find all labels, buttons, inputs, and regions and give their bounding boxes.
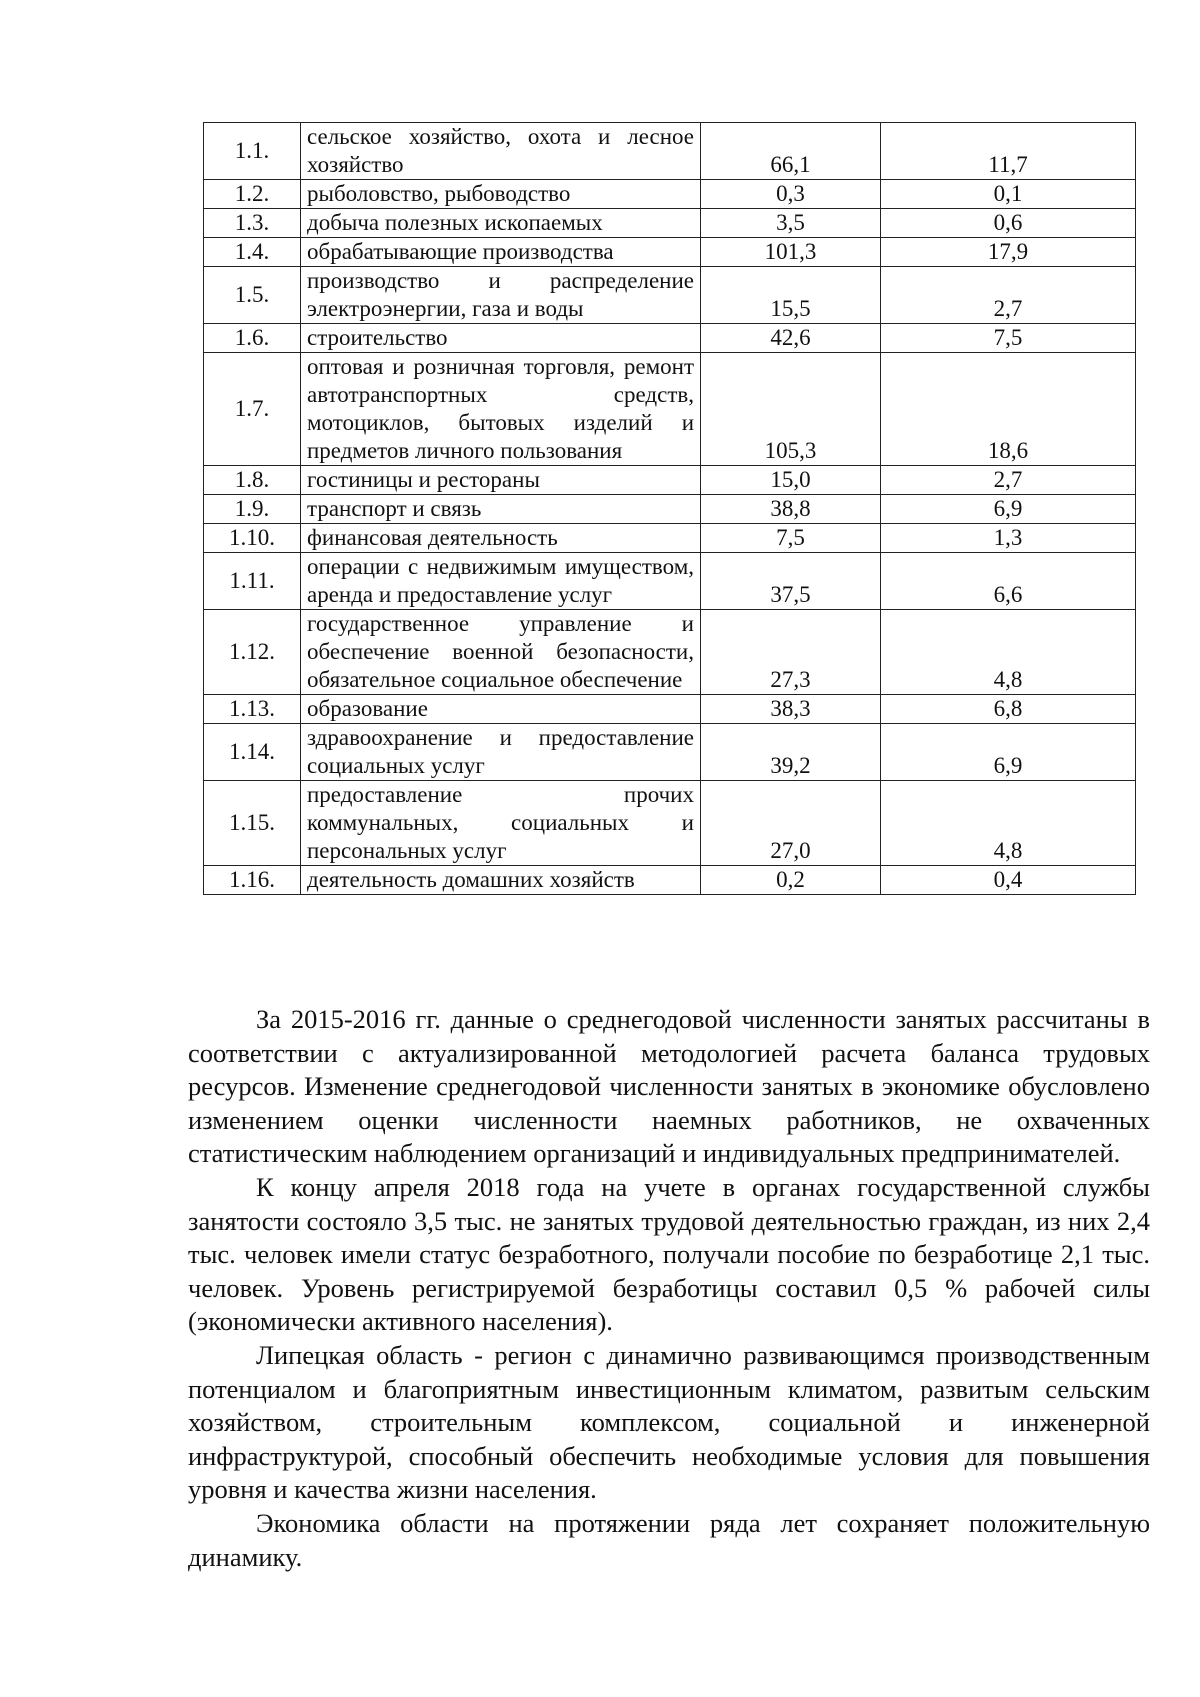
row-name: производство и распределение электроэнергии, газа и воды [301,267,701,324]
paragraph: Липецкая область - регион с динамично развивающимся производственным потенциалом и благоприятным инвестиционным климатом, развитым сельским хозяйством, строительным комплексом, социальной и инженерной инфраструктурой, способный обеспечить необходимые условия для повышения уровня и качества жизни населения. [188,1339,1150,1505]
row-value-1: 27,0 [701,781,881,866]
row-number: 1.10. [204,524,301,553]
table-row [204,553,1136,610]
row-name: деятельность домашних хозяйств [301,866,701,895]
row-name: гостиницы и рестораны [301,466,701,495]
row-number: 1.16. [204,866,301,895]
row-number: 1.3. [204,209,301,238]
table-row [204,209,1136,238]
row-value-2: 17,9 [881,238,1136,267]
row-number: 1.4. [204,238,301,267]
row-number: 1.14. [204,724,301,781]
table-row [204,695,1136,724]
row-name: оптовая и розничная торговля, ремонт автотранспортных средств, мотоциклов, бытовых изделий и предметов личного пользования [301,353,701,466]
row-value-2: 4,8 [881,781,1136,866]
row-name: государственное управление и обеспечение военной безопасности, обязательное социальное обеспечение [301,610,701,695]
paragraph: К концу апреля 2018 года на учете в органах государственной службы занятости состояло 3,5 тыс. не занятых трудовой деятельностью граждан, из них 2,4 тыс. человек имели статус безработного, получали пособие по безработице 2,1 тыс. человек. Уровень регистрируемой безработицы составил 0,5 % рабочей силы (экономически активного населения). [188,1171,1150,1337]
row-number: 1.13. [204,695,301,724]
table-row [204,123,1136,180]
table-row [204,724,1136,781]
table-row [204,495,1136,524]
row-name: образование [301,695,701,724]
paragraph: Экономика области на протяжении ряда лет сохраняет положительную динамику. [188,1507,1150,1572]
employment-table [203,122,1136,895]
row-name: обрабатывающие производства [301,238,701,267]
row-name: добыча полезных ископаемых [301,209,701,238]
table-row [204,781,1136,866]
row-value-1: 37,5 [701,553,881,610]
body-text [188,1003,1150,1574]
row-value-2: 7,5 [881,324,1136,353]
row-value-1: 0,3 [701,180,881,209]
row-value-2: 0,4 [881,866,1136,895]
row-value-1: 27,3 [701,610,881,695]
row-value-2: 6,9 [881,495,1136,524]
row-value-1: 105,3 [701,353,881,466]
row-value-1: 42,6 [701,324,881,353]
row-number: 1.1. [204,123,301,180]
row-value-2: 18,6 [881,353,1136,466]
row-number: 1.8. [204,466,301,495]
table-row [204,324,1136,353]
table-row [204,267,1136,324]
paragraph: За 2015-2016 гг. данные о среднегодовой численности занятых рассчитаны в соответствии с актуализированной методологией расчета баланса трудовых ресурсов. Изменение среднегодовой численности занятых в экономике обусловлено изменением оценки численности наемных работников, не охваченных статистическим наблюдением организаций и индивидуальных предпринимателей. [188,1004,1150,1169]
row-value-1: 38,8 [701,495,881,524]
table-row [204,610,1136,695]
table-row [204,180,1136,209]
row-value-1: 0,2 [701,866,881,895]
row-value-1: 39,2 [701,724,881,781]
table-row [204,466,1136,495]
row-value-2: 2,7 [881,466,1136,495]
row-value-2: 1,3 [881,524,1136,553]
row-value-1: 38,3 [701,695,881,724]
row-number: 1.9. [204,495,301,524]
row-value-2: 2,7 [881,267,1136,324]
row-number: 1.7. [204,353,301,466]
row-value-2: 6,8 [881,695,1136,724]
row-name: финансовая деятельность [301,524,701,553]
row-number: 1.11. [204,553,301,610]
row-value-2: 0,6 [881,209,1136,238]
row-value-1: 7,5 [701,524,881,553]
row-number: 1.12. [204,610,301,695]
row-value-1: 101,3 [701,238,881,267]
row-name: рыболовство, рыбоводство [301,180,701,209]
row-value-1: 15,0 [701,466,881,495]
row-value-1: 15,5 [701,267,881,324]
row-number: 1.6. [204,324,301,353]
row-number: 1.15. [204,781,301,866]
row-value-2: 0,1 [881,180,1136,209]
row-value-2: 6,6 [881,553,1136,610]
row-value-1: 3,5 [701,209,881,238]
row-name: здравоохранение и предоставление социальных услуг [301,724,701,781]
table-row [204,353,1136,466]
table-row [204,238,1136,267]
row-name: строительство [301,324,701,353]
row-number: 1.2. [204,180,301,209]
row-name: сельское хозяйство, охота и лесное хозяйство [301,123,701,180]
row-number: 1.5. [204,267,301,324]
row-value-2: 6,9 [881,724,1136,781]
table-row [204,866,1136,895]
row-value-2: 4,8 [881,610,1136,695]
row-name: операции с недвижимым имуществом, аренда и предоставление услуг [301,553,701,610]
row-name: транспорт и связь [301,495,701,524]
table-body [204,123,1136,895]
row-name: предоставление прочих коммунальных, социальных и персональных услуг [301,781,701,866]
row-value-2: 11,7 [881,123,1136,180]
row-value-1: 66,1 [701,123,881,180]
table-row [204,524,1136,553]
